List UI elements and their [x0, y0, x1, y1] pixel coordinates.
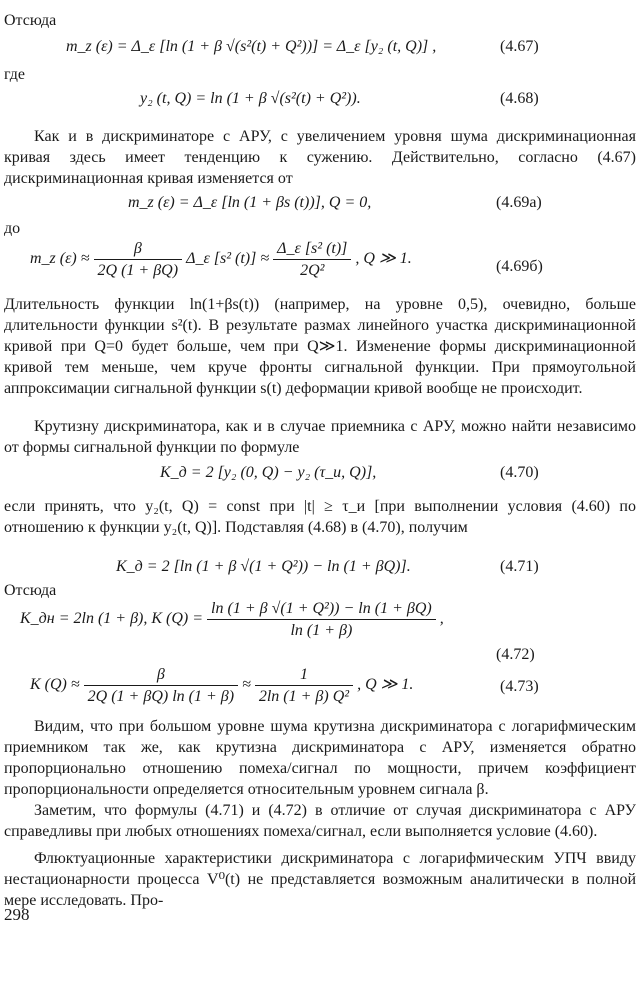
equation-number-4-69a: (4.69а) — [496, 194, 542, 211]
eq-4-69b-lhs: m_z (ε) ≈ — [30, 250, 90, 268]
equation-4-67: m_z (ε) = Δ_ε [ln (1 + β √(s²(t) + Q²))] = Δ_ε [y₂ (t, Q)] , — [66, 38, 437, 55]
eq-4-73-condition: , Q ≫ 1. — [357, 676, 414, 694]
eq-4-69b-f1-numerator: β — [94, 238, 183, 260]
eq-4-73-f1-numerator: β — [84, 664, 238, 686]
eq-4-73-f2-numerator: 1 — [255, 664, 353, 686]
eq-4-69b-f2-numerator: Δ_ε [s² (t)] — [273, 238, 351, 260]
equation-4-69a: m_z (ε) = Δ_ε [ln (1 + βs (t))], Q = 0, — [128, 194, 372, 211]
page-number: 298 — [4, 905, 30, 924]
equation-number-4-68: (4.68) — [500, 90, 539, 107]
eq-4-69b-f1-denominator: 2Q (1 + βQ) — [97, 262, 179, 279]
equation-number-4-72: (4.72) — [496, 646, 535, 663]
equation-number-4-73: (4.73) — [500, 678, 539, 695]
equation-number-4-71: (4.71) — [500, 558, 539, 575]
equation-4-70: K_д = 2 [y₂ (0, Q) − y₂ (τ_и, Q)], — [160, 464, 377, 481]
eq-4-72-tail: , — [439, 610, 444, 628]
eq-4-69b-f2-denominator: 2Q² — [300, 262, 325, 279]
eq-4-72-lhs: K_дн = 2ln (1 + β), K (Q) = — [20, 610, 204, 628]
equation-number-4-67: (4.67) — [500, 38, 539, 55]
equation-4-69b — [30, 238, 412, 281]
paragraph-2: Длительность функции ln(1+βs(t)) (например, на уровне 0,5), очевидно, больше длительности функции s²(t). В результате размах линейного участка дискриминационной кривой при Q=0 будет больше, чем при Q≫1. Изменение формы дискриминационной кривой тем меньше, чем круче фронты сигнальной функции. При прямоугольной аппроксимации сигнальной функции s(t) деформации кривой вообще не происходит. — [4, 296, 636, 397]
eq-4-69b-mid: Δ_ε [s² (t)] ≈ — [186, 250, 270, 268]
equation-4-72 — [20, 598, 444, 641]
paragraph-6: Заметим, что формулы (4.71) и (4.72) в отличие от случая дискриминатора с АРУ справедливы при любых отношениях помеха/сигнал, если выполняется условие (4.60). — [4, 802, 636, 840]
eq-4-73-fraction-1 — [84, 664, 238, 707]
eq-4-69b-fraction-2 — [273, 238, 351, 281]
lead-otsyuda-1: Отсюда — [4, 12, 57, 29]
eq-4-69b-fraction-1 — [94, 238, 183, 281]
eq-4-72-denominator: ln (1 + β) — [290, 622, 353, 639]
eq-4-72-numerator: ln (1 + β √(1 + Q²)) − ln (1 + βQ) — [207, 598, 436, 620]
paragraph-5: Видим, что при большом уровне шума крутизна дискриминатора с логарифмическим приемником так же, как крутизна дискриминатора с АРУ, изменяется обратно пропорционально отношению помеха/сигнал по мощности, причем коэффициент пропорциональности определяется относительным уровнем сигнала β. — [4, 718, 636, 798]
lead-otsyuda-2: Отсюда — [4, 582, 57, 599]
eq-4-73-lhs: K (Q) ≈ — [30, 676, 80, 694]
eq-4-69b-condition: , Q ≫ 1. — [355, 250, 412, 268]
equation-4-73 — [30, 664, 413, 707]
eq-4-73-f1-denominator: 2Q (1 + βQ) ln (1 + β) — [87, 688, 235, 705]
equation-4-68: y₂ (t, Q) = ln (1 + β √(s²(t) + Q²)). — [140, 90, 361, 107]
paragraph-7: Флюктуационные характеристики дискриминатора с логарифмическим УПЧ ввиду нестационарности процесса V⁰(t) не представляется возможным аналитически в полной мере исследовать. Про- — [4, 850, 636, 909]
eq-4-73-f2-denominator: 2ln (1 + β) Q² — [258, 688, 350, 705]
equation-number-4-70: (4.70) — [500, 464, 539, 481]
lead-do: до — [4, 220, 21, 237]
lead-gde: где — [4, 66, 26, 83]
eq-4-72-fraction — [207, 598, 436, 641]
equation-4-71: K_д = 2 [ln (1 + β √(1 + Q²)) − ln (1 + βQ)]. — [116, 558, 411, 575]
eq-4-73-fraction-2 — [255, 664, 353, 707]
paragraph-4: если принять, что y₂(t, Q) = const при |t| ≥ τ_и [при выполнении условия (4.60) по отношению к функции y₂(t, Q)]. Подставляя (4.68) в (4.70), получим — [4, 498, 636, 536]
paragraph-3: Крутизну дискриминатора, как и в случае приемника с АРУ, можно найти независимо от формы сигнальной функции по формуле — [4, 418, 636, 456]
equation-number-4-69b: (4.69б) — [496, 258, 543, 275]
paragraph-1: Как и в дискриминаторе с АРУ, с увеличением уровня шума дискриминационная кривая здесь имеет тенденцию к сужению. Действительно, согласно (4.67) дискриминационная кривая изменяется от — [4, 128, 636, 187]
eq-4-73-mid: ≈ — [242, 676, 251, 694]
